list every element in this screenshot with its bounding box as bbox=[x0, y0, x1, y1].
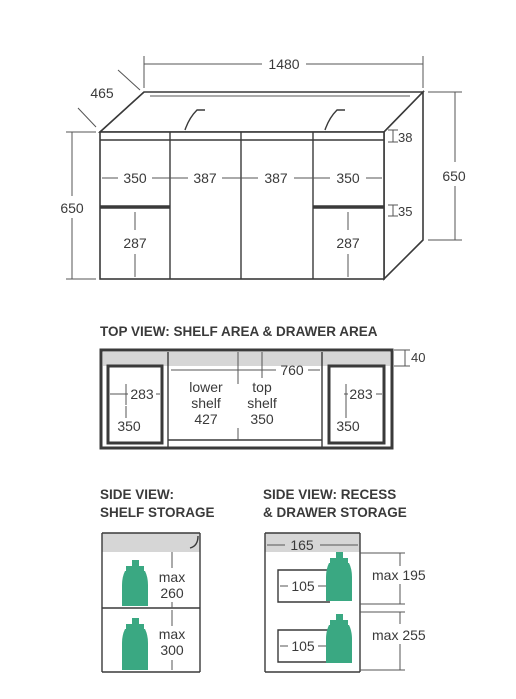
lower-max-value: 300 bbox=[160, 642, 184, 658]
shelf-side-top-shade bbox=[102, 533, 200, 552]
top-shelf-label-line2: shelf bbox=[247, 395, 277, 411]
top-view-title: TOP VIEW: SHELF AREA & DRAWER AREA bbox=[100, 324, 378, 339]
top-shelf-label-line1: top bbox=[252, 379, 272, 395]
upper-max-depth-label: max 195 bbox=[372, 567, 426, 583]
front-view bbox=[60, 56, 466, 279]
right-drawer-depth-label: 283 bbox=[349, 386, 373, 402]
top-view bbox=[100, 324, 425, 448]
side-recess-title-line2: & DRAWER STORAGE bbox=[263, 505, 407, 520]
side-shelf-title-line1: SIDE VIEW: bbox=[100, 487, 175, 502]
left-drawer-width-label: 350 bbox=[117, 418, 141, 434]
lower-shelf-value: 427 bbox=[194, 411, 218, 427]
side-view-shelf bbox=[100, 487, 215, 672]
bottle-lower bbox=[122, 618, 148, 670]
lower-max-label: max bbox=[158, 626, 186, 642]
bottle-upper bbox=[122, 560, 148, 606]
drawer-height-left-label: 287 bbox=[123, 235, 147, 251]
door-width-right-label: 387 bbox=[264, 170, 288, 186]
door-width-left-label: 387 bbox=[193, 170, 217, 186]
drawer-width-left-label: 350 bbox=[123, 170, 147, 186]
recess-bottle-upper bbox=[326, 552, 352, 601]
lower-drawer-depth-label: 105 bbox=[291, 638, 315, 654]
height-right-label: 650 bbox=[442, 168, 466, 184]
upper-drawer-depth-label: 105 bbox=[291, 578, 315, 594]
lower-max-depth-label: max 255 bbox=[372, 627, 426, 643]
center-width-label: 760 bbox=[280, 362, 304, 378]
side-shelf-title-line2: SHELF STORAGE bbox=[100, 505, 215, 520]
left-drawer-depth-label: 283 bbox=[130, 386, 154, 402]
depth-label: 465 bbox=[90, 85, 114, 101]
side-view-recess bbox=[263, 487, 426, 672]
lower-shelf-label-line2: shelf bbox=[191, 395, 221, 411]
top-depth-label: 40 bbox=[411, 350, 426, 365]
drawer-height-right-label: 287 bbox=[336, 235, 360, 251]
upper-max-value: 260 bbox=[160, 585, 184, 601]
lower-shelf-label-line1: lower bbox=[189, 379, 223, 395]
height-left-label: 650 bbox=[60, 200, 84, 216]
drawer-width-right-label: 350 bbox=[336, 170, 360, 186]
top-view-rear-strip bbox=[103, 352, 390, 366]
top-shelf-value: 350 bbox=[250, 411, 274, 427]
cabinet-top-face bbox=[100, 92, 423, 132]
upper-max-label: max bbox=[158, 569, 186, 585]
side-recess-title-line1: SIDE VIEW: RECESS bbox=[263, 487, 397, 502]
top-rail-label: 38 bbox=[398, 130, 413, 145]
recess-bottle-lower bbox=[326, 614, 352, 663]
drawer-gap-label: 35 bbox=[398, 204, 413, 219]
right-drawer-width-label: 350 bbox=[336, 418, 360, 434]
recess-depth-label: 165 bbox=[290, 537, 314, 553]
width-total-label: 1480 bbox=[268, 56, 300, 72]
